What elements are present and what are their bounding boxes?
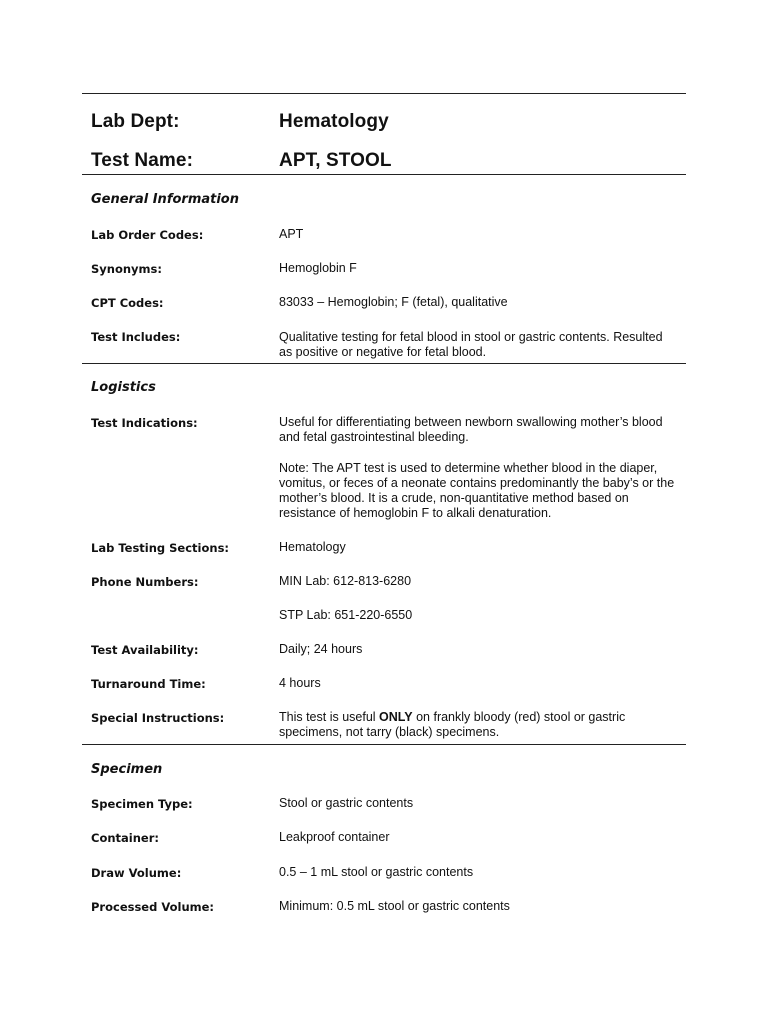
test-name-value: APT, STOOL <box>279 150 392 171</box>
specimen-type-value: Stool or gastric contents <box>279 796 414 810</box>
test-name-label: Test Name: <box>91 150 194 171</box>
test-includes-label: Test Includes: <box>91 330 181 344</box>
lab-testing-sections-value: Hematology <box>279 540 346 554</box>
draw-volume-label: Draw Volume: <box>91 866 182 880</box>
phone-numbers-label: Phone Numbers: <box>91 575 199 589</box>
phone-min-lab: MIN Lab: 612-813-6280 <box>279 574 412 588</box>
special-instructions-text-post: on frankly bloody (red) stool or gastric specimens, not tarry (black) specimens. <box>279 710 626 739</box>
general-bottom-rule <box>82 363 686 364</box>
specimen-heading: Specimen <box>91 762 163 777</box>
container-label: Container: <box>91 831 159 845</box>
lab-order-codes-label: Lab Order Codes: <box>91 228 204 242</box>
processed-volume-label: Processed Volume: <box>91 900 215 914</box>
specimen-type-label: Specimen Type: <box>91 797 193 811</box>
turnaround-time-value: 4 hours <box>279 676 321 690</box>
test-includes-value: Qualitative testing for fetal blood in stool or gastric contents. Resulted as positive or negative for fetal blood. <box>279 330 663 359</box>
special-instructions-emphasis: ONLY <box>379 710 413 724</box>
test-indications-label: Test Indications: <box>91 416 198 430</box>
cpt-codes-value: 83033 – Hemoglobin; F (fetal), qualitative <box>279 295 508 309</box>
cpt-codes-label: CPT Codes: <box>91 296 164 310</box>
special-instructions-label: Special Instructions: <box>91 711 225 725</box>
logistics-bottom-rule <box>82 744 686 745</box>
special-instructions-value <box>279 710 649 740</box>
test-indications-note: Note: The APT test is used to determine whether blood in the diaper, vomitus, or feces of a neonate contains predominantly the baby’s or the mother’s blood. It is a crude, non-quantitative method based on resistance of hemoglobin F to alkali denaturation. <box>279 461 675 520</box>
special-instructions-text-pre: This test is useful <box>279 710 380 724</box>
draw-volume-value: 0.5 – 1 mL stool or gastric contents <box>279 865 474 879</box>
phone-stp-lab: STP Lab: 651-220-6550 <box>279 608 413 622</box>
synonyms-label: Synonyms: <box>91 262 162 276</box>
logistics-heading: Logistics <box>91 380 156 395</box>
processed-volume-value: Minimum: 0.5 mL stool or gastric contents <box>279 899 510 913</box>
lab-dept-value: Hematology <box>279 111 389 132</box>
test-availability-value: Daily; 24 hours <box>279 642 363 656</box>
lab-testing-sections-label: Lab Testing Sections: <box>91 541 230 555</box>
top-rule <box>82 93 686 94</box>
test-indications-value: Useful for differentiating between newborn swallowing mother’s blood and fetal gastrointestinal bleeding. <box>279 415 663 444</box>
test-availability-label: Test Availability: <box>91 643 199 657</box>
synonyms-value: Hemoglobin F <box>279 261 357 275</box>
general-information-heading: General Information <box>91 192 239 207</box>
lab-order-codes-value: APT <box>279 227 304 241</box>
lab-dept-label: Lab Dept: <box>91 111 180 132</box>
header-bottom-rule <box>82 174 686 175</box>
container-value: Leakproof container <box>279 830 390 844</box>
turnaround-time-label: Turnaround Time: <box>91 677 206 691</box>
